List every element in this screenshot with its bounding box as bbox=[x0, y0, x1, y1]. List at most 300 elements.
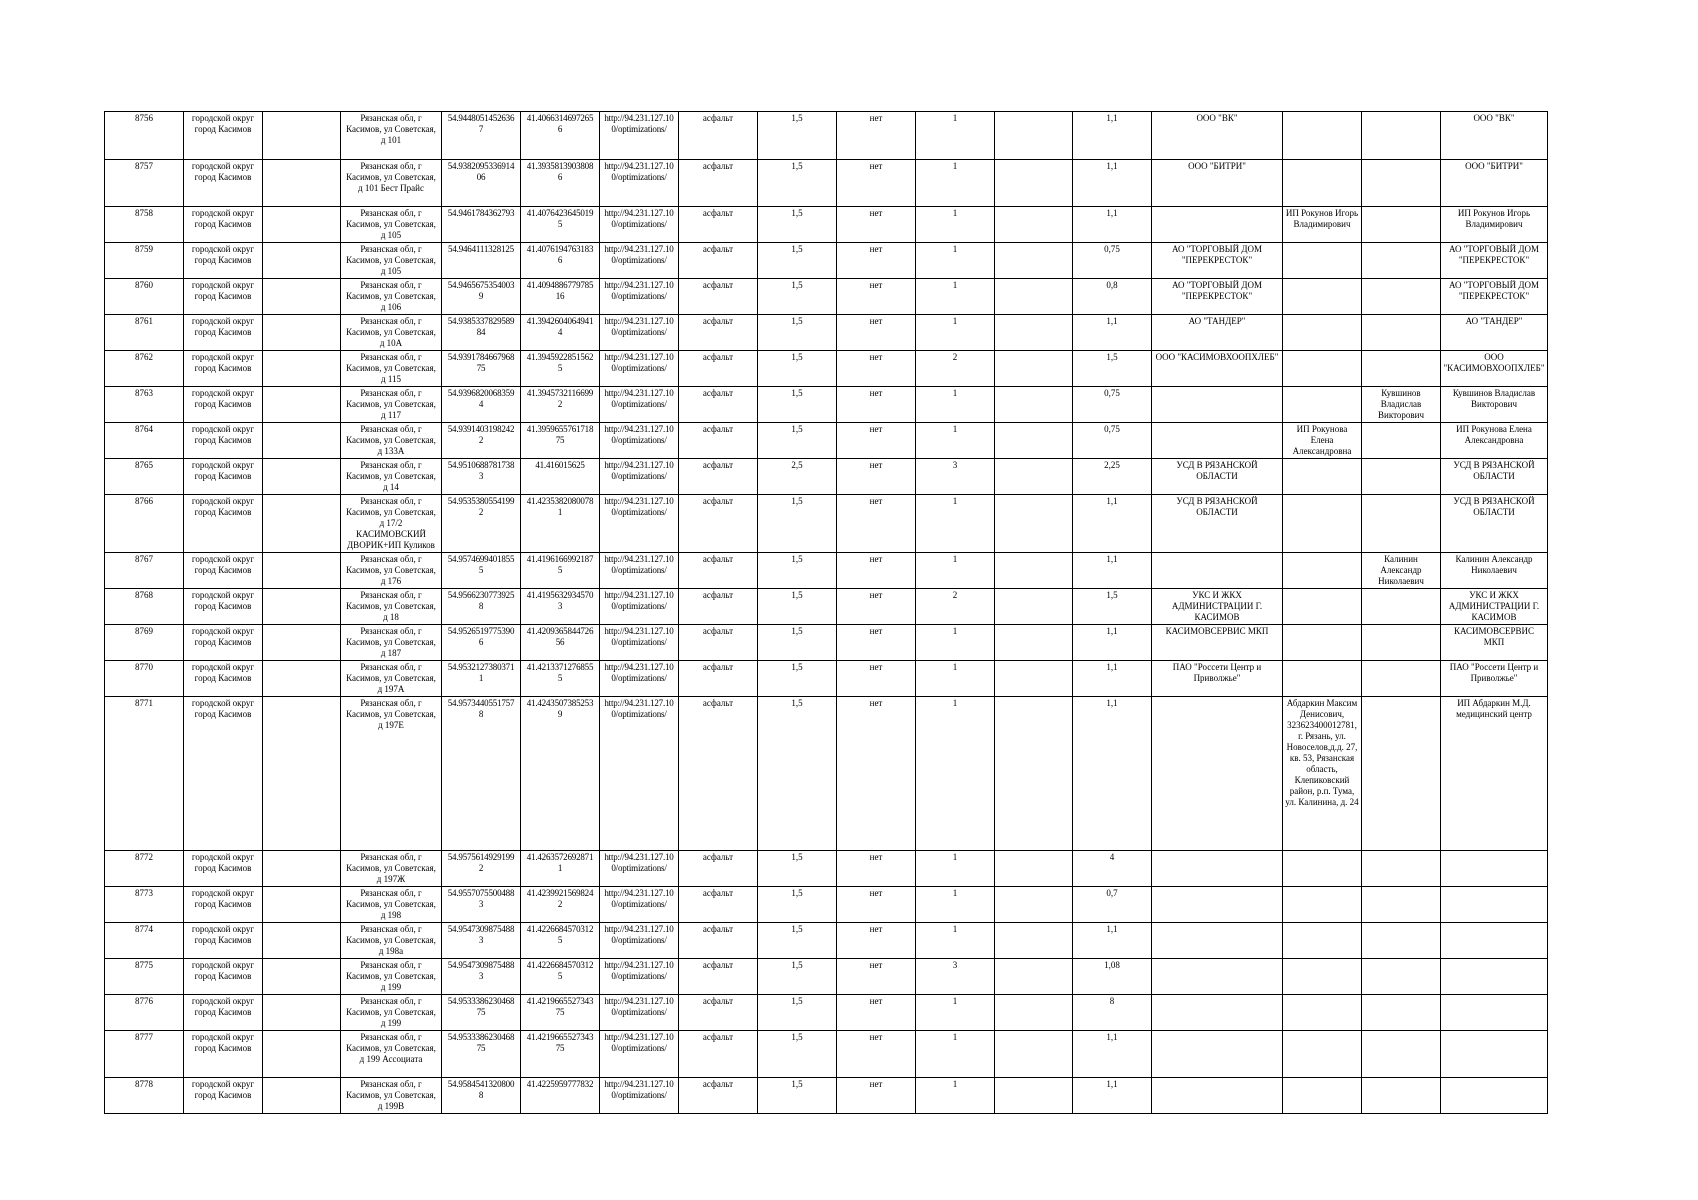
empty-cell bbox=[995, 851, 1073, 887]
owner-organization-cell bbox=[1152, 207, 1283, 243]
covered-cell: нет bbox=[837, 851, 916, 887]
table-row bbox=[105, 279, 1548, 315]
container-volume-cell: 1,1 bbox=[1073, 315, 1152, 351]
latitude-cell: 54.9391403198242 2 bbox=[442, 423, 521, 459]
table-row bbox=[105, 423, 1548, 459]
address-cell: Рязанская обл, г Касимов, ул Советская, д 199 Ассоциата bbox=[341, 1031, 442, 1078]
owner-individual-cell bbox=[1362, 243, 1441, 279]
area-cell: 1,5 bbox=[758, 923, 837, 959]
containers-count-cell: 2 bbox=[916, 589, 995, 625]
owner-individual-cell bbox=[1362, 279, 1441, 315]
containers-count-cell: 3 bbox=[916, 459, 995, 495]
container-volume-cell: 4 bbox=[1073, 851, 1152, 887]
latitude-cell: 54.9526519775390 6 bbox=[442, 625, 521, 661]
table-row bbox=[105, 851, 1548, 887]
table-row bbox=[105, 625, 1548, 661]
surface-cell: асфальт bbox=[679, 589, 758, 625]
containers-count-cell: 1 bbox=[916, 553, 995, 589]
containers-count-cell: 1 bbox=[916, 887, 995, 923]
area-cell: 1,5 bbox=[758, 589, 837, 625]
empty-cell bbox=[263, 625, 341, 661]
latitude-cell: 54.9382095336914 06 bbox=[442, 160, 521, 207]
waste-source-cell: ПАО "Россети Центр и Приволжье" bbox=[1441, 661, 1548, 697]
latitude-cell: 54.9461784362793 bbox=[442, 207, 521, 243]
site-number-cell: 8766 bbox=[105, 495, 184, 553]
empty-cell bbox=[995, 351, 1073, 387]
address-cell: Рязанская обл, г Касимов, ул Советская, д 101 bbox=[341, 112, 442, 160]
container-volume-cell: 0,75 bbox=[1073, 423, 1152, 459]
longitude-cell: 41.4226684570312 5 bbox=[521, 959, 600, 995]
owner-organization-cell bbox=[1152, 959, 1283, 995]
site-number-cell: 8770 bbox=[105, 661, 184, 697]
site-number-cell: 8769 bbox=[105, 625, 184, 661]
empty-cell bbox=[263, 279, 341, 315]
owner-organization-cell bbox=[1152, 851, 1283, 887]
latitude-cell: 54.9547309875488 3 bbox=[442, 923, 521, 959]
area-cell: 1,5 bbox=[758, 553, 837, 589]
area-cell: 1,5 bbox=[758, 495, 837, 553]
covered-cell: нет bbox=[837, 1031, 916, 1078]
address-cell: Рязанская обл, г Касимов, ул Советская, д 197Ж bbox=[341, 851, 442, 887]
empty-cell bbox=[995, 160, 1073, 207]
table-row bbox=[105, 351, 1548, 387]
area-cell: 1,5 bbox=[758, 387, 837, 423]
address-cell: Рязанская обл, г Касимов, ул Советская, д 106 bbox=[341, 279, 442, 315]
map-link-cell: http://94.231.127.10 0/optimizations/ bbox=[600, 1078, 679, 1114]
address-cell: Рязанская обл, г Касимов, ул Советская, д 197Е bbox=[341, 697, 442, 851]
covered-cell: нет bbox=[837, 207, 916, 243]
owner-entrepreneur-cell bbox=[1283, 887, 1362, 923]
owner-individual-cell bbox=[1362, 160, 1441, 207]
latitude-cell: 54.9584541320800 8 bbox=[442, 1078, 521, 1114]
map-link-cell: http://94.231.127.10 0/optimizations/ bbox=[600, 589, 679, 625]
area-cell: 2,5 bbox=[758, 459, 837, 495]
surface-cell: асфальт bbox=[679, 1031, 758, 1078]
district-cell: городской округ город Касимов bbox=[184, 959, 263, 995]
owner-individual-cell bbox=[1362, 959, 1441, 995]
address-cell: Рязанская обл, г Касимов, ул Советская, д 133А bbox=[341, 423, 442, 459]
waste-source-cell: АО "ТОРГОВЫЙ ДОМ "ПЕРЕКРЕСТОК" bbox=[1441, 243, 1548, 279]
covered-cell: нет bbox=[837, 387, 916, 423]
container-volume-cell: 8 bbox=[1073, 995, 1152, 1031]
covered-cell: нет bbox=[837, 661, 916, 697]
district-cell: городской округ город Касимов bbox=[184, 589, 263, 625]
map-link-cell: http://94.231.127.10 0/optimizations/ bbox=[600, 959, 679, 995]
latitude-cell: 54.9464111328125 bbox=[442, 243, 521, 279]
empty-cell bbox=[263, 495, 341, 553]
owner-individual-cell bbox=[1362, 1031, 1441, 1078]
site-number-cell: 8763 bbox=[105, 387, 184, 423]
longitude-cell: 41.4226684570312 5 bbox=[521, 923, 600, 959]
owner-entrepreneur-cell bbox=[1283, 279, 1362, 315]
container-volume-cell: 1,1 bbox=[1073, 112, 1152, 160]
containers-count-cell: 1 bbox=[916, 387, 995, 423]
area-cell: 1,5 bbox=[758, 112, 837, 160]
latitude-cell: 54.9465675354003 9 bbox=[442, 279, 521, 315]
site-number-cell: 8777 bbox=[105, 1031, 184, 1078]
district-cell: городской округ город Касимов bbox=[184, 112, 263, 160]
owner-entrepreneur-cell bbox=[1283, 387, 1362, 423]
surface-cell: асфальт bbox=[679, 851, 758, 887]
area-cell: 1,5 bbox=[758, 207, 837, 243]
latitude-cell: 54.9574699401855 5 bbox=[442, 553, 521, 589]
containers-count-cell: 1 bbox=[916, 1078, 995, 1114]
district-cell: городской округ город Касимов bbox=[184, 315, 263, 351]
owner-individual-cell bbox=[1362, 887, 1441, 923]
owner-individual-cell bbox=[1362, 923, 1441, 959]
latitude-cell: 54.9391784667968 75 bbox=[442, 351, 521, 387]
owner-entrepreneur-cell bbox=[1283, 851, 1362, 887]
owner-organization-cell bbox=[1152, 423, 1283, 459]
owner-organization-cell bbox=[1152, 387, 1283, 423]
latitude-cell: 54.9573440551757 8 bbox=[442, 697, 521, 851]
empty-cell bbox=[263, 315, 341, 351]
map-link-cell: http://94.231.127.10 0/optimizations/ bbox=[600, 459, 679, 495]
owner-entrepreneur-cell bbox=[1283, 351, 1362, 387]
container-volume-cell: 1,1 bbox=[1073, 1078, 1152, 1114]
table-row bbox=[105, 387, 1548, 423]
empty-cell bbox=[263, 243, 341, 279]
empty-cell bbox=[995, 1078, 1073, 1114]
empty-cell bbox=[263, 995, 341, 1031]
covered-cell: нет bbox=[837, 279, 916, 315]
longitude-cell: 41.3945922851562 5 bbox=[521, 351, 600, 387]
address-cell: Рязанская обл, г Касимов, ул Советская, д 199В bbox=[341, 1078, 442, 1114]
latitude-cell: 54.9533386230468 75 bbox=[442, 1031, 521, 1078]
district-cell: городской округ город Касимов bbox=[184, 387, 263, 423]
waste-source-cell: ООО "КАСИМОВХООПХЛЕБ" bbox=[1441, 351, 1548, 387]
container-volume-cell: 2,25 bbox=[1073, 459, 1152, 495]
table-row bbox=[105, 661, 1548, 697]
site-number-cell: 8756 bbox=[105, 112, 184, 160]
latitude-cell: 54.9385337829589 84 bbox=[442, 315, 521, 351]
containers-count-cell: 1 bbox=[916, 661, 995, 697]
site-number-cell: 8762 bbox=[105, 351, 184, 387]
empty-cell bbox=[995, 459, 1073, 495]
address-cell: Рязанская обл, г Касимов, ул Советская, д 10А bbox=[341, 315, 442, 351]
empty-cell bbox=[263, 112, 341, 160]
district-cell: городской округ город Касимов bbox=[184, 661, 263, 697]
surface-cell: асфальт bbox=[679, 959, 758, 995]
waste-source-cell: КАСИМОВСЕРВИС МКП bbox=[1441, 625, 1548, 661]
owner-individual-cell bbox=[1362, 661, 1441, 697]
site-number-cell: 8765 bbox=[105, 459, 184, 495]
containers-count-cell: 1 bbox=[916, 112, 995, 160]
area-cell: 1,5 bbox=[758, 315, 837, 351]
surface-cell: асфальт bbox=[679, 315, 758, 351]
map-link-cell: http://94.231.127.10 0/optimizations/ bbox=[600, 625, 679, 661]
longitude-cell: 41.416015625 bbox=[521, 459, 600, 495]
site-number-cell: 8775 bbox=[105, 959, 184, 995]
container-volume-cell: 1,5 bbox=[1073, 351, 1152, 387]
waste-source-cell bbox=[1441, 887, 1548, 923]
longitude-cell: 41.4219665527343 75 bbox=[521, 995, 600, 1031]
owner-entrepreneur-cell: Абдаркин Максим Денисович, 323623400012781, г. Рязань, ул. Новоселов,д.д. 27, кв. 53, Рязанская область, Клепиковский район, р.п. Тума, ул. Калинина, д. 24 bbox=[1283, 697, 1362, 851]
map-link-cell: http://94.231.127.10 0/optimizations/ bbox=[600, 851, 679, 887]
empty-cell bbox=[995, 495, 1073, 553]
map-link-cell: http://94.231.127.10 0/optimizations/ bbox=[600, 661, 679, 697]
empty-cell bbox=[995, 697, 1073, 851]
owner-entrepreneur-cell bbox=[1283, 661, 1362, 697]
area-cell: 1,5 bbox=[758, 959, 837, 995]
address-cell: Рязанская обл, г Касимов, ул Советская, д 176 bbox=[341, 553, 442, 589]
owner-individual-cell bbox=[1362, 697, 1441, 851]
waste-source-cell: ООО "БИТРИ" bbox=[1441, 160, 1548, 207]
owner-organization-cell bbox=[1152, 995, 1283, 1031]
empty-cell bbox=[995, 887, 1073, 923]
address-cell: Рязанская обл, г Касимов, ул Советская, д 105 bbox=[341, 207, 442, 243]
containers-count-cell: 1 bbox=[916, 697, 995, 851]
containers-count-cell: 1 bbox=[916, 495, 995, 553]
map-link-cell: http://94.231.127.10 0/optimizations/ bbox=[600, 995, 679, 1031]
table-row bbox=[105, 1078, 1548, 1114]
area-cell: 1,5 bbox=[758, 1031, 837, 1078]
empty-cell bbox=[995, 243, 1073, 279]
empty-cell bbox=[263, 697, 341, 851]
empty-cell bbox=[263, 589, 341, 625]
map-link-cell: http://94.231.127.10 0/optimizations/ bbox=[600, 160, 679, 207]
containers-count-cell: 1 bbox=[916, 423, 995, 459]
covered-cell: нет bbox=[837, 160, 916, 207]
longitude-cell: 41.3935813903808 6 bbox=[521, 160, 600, 207]
table-row bbox=[105, 1031, 1548, 1078]
district-cell: городской округ город Касимов bbox=[184, 279, 263, 315]
empty-cell bbox=[995, 387, 1073, 423]
latitude-cell: 54.9566230773925 8 bbox=[442, 589, 521, 625]
owner-organization-cell bbox=[1152, 887, 1283, 923]
containers-count-cell: 1 bbox=[916, 923, 995, 959]
owner-individual-cell: Кувшинов Владислав Викторович bbox=[1362, 387, 1441, 423]
container-volume-cell: 1,1 bbox=[1073, 923, 1152, 959]
containers-count-cell: 1 bbox=[916, 1031, 995, 1078]
containers-count-cell: 1 bbox=[916, 625, 995, 661]
district-cell: городской округ город Касимов bbox=[184, 995, 263, 1031]
address-cell: Рязанская обл, г Касимов, ул Советская, д 105 bbox=[341, 243, 442, 279]
longitude-cell: 41.4195632934570 3 bbox=[521, 589, 600, 625]
map-link-cell: http://94.231.127.10 0/optimizations/ bbox=[600, 279, 679, 315]
district-cell: городской округ город Касимов bbox=[184, 351, 263, 387]
map-link-cell: http://94.231.127.10 0/optimizations/ bbox=[600, 112, 679, 160]
latitude-cell: 54.9557075500488 3 bbox=[442, 887, 521, 923]
waste-source-cell bbox=[1441, 1078, 1548, 1114]
area-cell: 1,5 bbox=[758, 279, 837, 315]
waste-source-cell: Кувшинов Владислав Викторович bbox=[1441, 387, 1548, 423]
address-cell: Рязанская обл, г Касимов, ул Советская, д 117 bbox=[341, 387, 442, 423]
address-cell: Рязанская обл, г Касимов, ул Советская, д 17/2 КАСИМОВСКИЙ ДВОРИК+ИП Куликов bbox=[341, 495, 442, 553]
latitude-cell: 54.9396820068359 4 bbox=[442, 387, 521, 423]
empty-cell bbox=[995, 923, 1073, 959]
waste-source-cell: ИП Рокунова Елена Александровна bbox=[1441, 423, 1548, 459]
covered-cell: нет bbox=[837, 112, 916, 160]
waste-source-cell bbox=[1441, 1031, 1548, 1078]
owner-organization-cell bbox=[1152, 553, 1283, 589]
owner-individual-cell bbox=[1362, 851, 1441, 887]
covered-cell: нет bbox=[837, 923, 916, 959]
site-number-cell: 8776 bbox=[105, 995, 184, 1031]
district-cell: городской округ город Касимов bbox=[184, 1031, 263, 1078]
empty-cell bbox=[263, 851, 341, 887]
covered-cell: нет bbox=[837, 243, 916, 279]
latitude-cell: 54.9547309875488 3 bbox=[442, 959, 521, 995]
container-volume-cell: 1,1 bbox=[1073, 553, 1152, 589]
empty-cell bbox=[995, 959, 1073, 995]
waste-source-cell bbox=[1441, 959, 1548, 995]
longitude-cell: 41.4066314697265 6 bbox=[521, 112, 600, 160]
map-link-cell: http://94.231.127.10 0/optimizations/ bbox=[600, 423, 679, 459]
covered-cell: нет bbox=[837, 625, 916, 661]
table-row bbox=[105, 959, 1548, 995]
waste-source-cell: АО "ТАНДЕР" bbox=[1441, 315, 1548, 351]
waste-source-cell bbox=[1441, 995, 1548, 1031]
area-cell: 1,5 bbox=[758, 243, 837, 279]
district-cell: городской округ город Касимов bbox=[184, 553, 263, 589]
latitude-cell: 54.9575614929199 2 bbox=[442, 851, 521, 887]
district-cell: городской округ город Касимов bbox=[184, 923, 263, 959]
containers-count-cell: 1 bbox=[916, 995, 995, 1031]
owner-organization-cell: АО "ТОРГОВЫЙ ДОМ "ПЕРЕКРЕСТОК" bbox=[1152, 279, 1283, 315]
owner-entrepreneur-cell bbox=[1283, 495, 1362, 553]
site-number-cell: 8768 bbox=[105, 589, 184, 625]
container-volume-cell: 0,8 bbox=[1073, 279, 1152, 315]
site-number-cell: 8759 bbox=[105, 243, 184, 279]
longitude-cell: 41.4263572692871 1 bbox=[521, 851, 600, 887]
address-cell: Рязанская обл, г Касимов, ул Советская, д 199 bbox=[341, 995, 442, 1031]
latitude-cell: 54.9510688781738 3 bbox=[442, 459, 521, 495]
owner-organization-cell: ООО "БИТРИ" bbox=[1152, 160, 1283, 207]
owner-entrepreneur-cell bbox=[1283, 995, 1362, 1031]
map-link-cell: http://94.231.127.10 0/optimizations/ bbox=[600, 697, 679, 851]
longitude-cell: 41.4094886779785 16 bbox=[521, 279, 600, 315]
address-cell: Рязанская обл, г Касимов, ул Советская, д 18 bbox=[341, 589, 442, 625]
district-cell: городской округ город Касимов bbox=[184, 697, 263, 851]
containers-count-cell: 1 bbox=[916, 160, 995, 207]
owner-entrepreneur-cell bbox=[1283, 1031, 1362, 1078]
address-cell: Рязанская обл, г Касимов, ул Советская, д 198 bbox=[341, 887, 442, 923]
table-row bbox=[105, 243, 1548, 279]
surface-cell: асфальт bbox=[679, 423, 758, 459]
covered-cell: нет bbox=[837, 423, 916, 459]
container-volume-cell: 0,7 bbox=[1073, 887, 1152, 923]
site-number-cell: 8774 bbox=[105, 923, 184, 959]
waste-source-cell: УСД В РЯЗАНСКОЙ ОБЛАСТИ bbox=[1441, 495, 1548, 553]
containers-count-cell: 1 bbox=[916, 207, 995, 243]
latitude-cell: 54.9533386230468 75 bbox=[442, 995, 521, 1031]
covered-cell: нет bbox=[837, 351, 916, 387]
covered-cell: нет bbox=[837, 959, 916, 995]
empty-cell bbox=[263, 1031, 341, 1078]
surface-cell: асфальт bbox=[679, 160, 758, 207]
table-row bbox=[105, 697, 1548, 851]
map-link-cell: http://94.231.127.10 0/optimizations/ bbox=[600, 387, 679, 423]
surface-cell: асфальт bbox=[679, 553, 758, 589]
empty-cell bbox=[263, 423, 341, 459]
site-number-cell: 8757 bbox=[105, 160, 184, 207]
containers-count-cell: 1 bbox=[916, 243, 995, 279]
table-row bbox=[105, 459, 1548, 495]
map-link-cell: http://94.231.127.10 0/optimizations/ bbox=[600, 207, 679, 243]
latitude-cell: 54.9535380554199 2 bbox=[442, 495, 521, 553]
container-volume-cell: 1,1 bbox=[1073, 207, 1152, 243]
covered-cell: нет bbox=[837, 887, 916, 923]
address-cell: Рязанская обл, г Касимов, ул Советская, д 199 bbox=[341, 959, 442, 995]
district-cell: городской округ город Касимов bbox=[184, 160, 263, 207]
table-row bbox=[105, 553, 1548, 589]
empty-cell bbox=[263, 160, 341, 207]
empty-cell bbox=[263, 1078, 341, 1114]
empty-cell bbox=[263, 387, 341, 423]
map-link-cell: http://94.231.127.10 0/optimizations/ bbox=[600, 351, 679, 387]
area-cell: 1,5 bbox=[758, 160, 837, 207]
owner-organization-cell bbox=[1152, 923, 1283, 959]
owner-individual-cell: Калинин Александр Николаевич bbox=[1362, 553, 1441, 589]
map-link-cell: http://94.231.127.10 0/optimizations/ bbox=[600, 495, 679, 553]
container-volume-cell: 0,75 bbox=[1073, 243, 1152, 279]
address-cell: Рязанская обл, г Касимов, ул Советская, д 115 bbox=[341, 351, 442, 387]
containers-count-cell: 2 bbox=[916, 351, 995, 387]
area-cell: 1,5 bbox=[758, 661, 837, 697]
site-number-cell: 8761 bbox=[105, 315, 184, 351]
owner-organization-cell: КАСИМОВСЕРВИС МКП bbox=[1152, 625, 1283, 661]
owner-entrepreneur-cell bbox=[1283, 923, 1362, 959]
owner-individual-cell bbox=[1362, 495, 1441, 553]
table-row bbox=[105, 995, 1548, 1031]
waste-source-cell: ООО "ВК" bbox=[1441, 112, 1548, 160]
district-cell: городской округ город Касимов bbox=[184, 423, 263, 459]
longitude-cell: 41.4225959777832 bbox=[521, 1078, 600, 1114]
longitude-cell: 41.4196166992187 5 bbox=[521, 553, 600, 589]
owner-organization-cell: ООО "ВК" bbox=[1152, 112, 1283, 160]
owner-individual-cell bbox=[1362, 423, 1441, 459]
longitude-cell: 41.3942604064941 4 bbox=[521, 315, 600, 351]
site-number-cell: 8778 bbox=[105, 1078, 184, 1114]
owner-organization-cell: ООО "КАСИМОВХООПХЛЕБ" bbox=[1152, 351, 1283, 387]
waste-source-cell: Калинин Александр Николаевич bbox=[1441, 553, 1548, 589]
owner-organization-cell: УСД В РЯЗАНСКОЙ ОБЛАСТИ bbox=[1152, 459, 1283, 495]
surface-cell: асфальт bbox=[679, 661, 758, 697]
address-cell: Рязанская обл, г Касимов, ул Советская, д 14 bbox=[341, 459, 442, 495]
longitude-cell: 41.4243507385253 9 bbox=[521, 697, 600, 851]
surface-cell: асфальт bbox=[679, 495, 758, 553]
container-volume-cell: 1,1 bbox=[1073, 495, 1152, 553]
empty-cell bbox=[263, 959, 341, 995]
covered-cell: нет bbox=[837, 1078, 916, 1114]
waste-source-cell bbox=[1441, 923, 1548, 959]
site-number-cell: 8772 bbox=[105, 851, 184, 887]
area-cell: 1,5 bbox=[758, 995, 837, 1031]
waste-source-cell: ИП Рокунов Игорь Владимирович bbox=[1441, 207, 1548, 243]
district-cell: городской округ город Касимов bbox=[184, 459, 263, 495]
owner-entrepreneur-cell bbox=[1283, 243, 1362, 279]
container-volume-cell: 1,1 bbox=[1073, 1031, 1152, 1078]
owner-individual-cell bbox=[1362, 589, 1441, 625]
empty-cell bbox=[995, 112, 1073, 160]
waste-sites-table bbox=[104, 111, 1548, 1114]
surface-cell: асфальт bbox=[679, 697, 758, 851]
table-row bbox=[105, 315, 1548, 351]
longitude-cell: 41.4235382080078 1 bbox=[521, 495, 600, 553]
covered-cell: нет bbox=[837, 315, 916, 351]
empty-cell bbox=[263, 661, 341, 697]
area-cell: 1,5 bbox=[758, 625, 837, 661]
longitude-cell: 41.3959655761718 75 bbox=[521, 423, 600, 459]
surface-cell: асфальт bbox=[679, 887, 758, 923]
empty-cell bbox=[995, 207, 1073, 243]
map-link-cell: http://94.231.127.10 0/optimizations/ bbox=[600, 243, 679, 279]
containers-count-cell: 3 bbox=[916, 959, 995, 995]
latitude-cell: 54.9448051452636 7 bbox=[442, 112, 521, 160]
container-volume-cell: 1,1 bbox=[1073, 697, 1152, 851]
area-cell: 1,5 bbox=[758, 1078, 837, 1114]
